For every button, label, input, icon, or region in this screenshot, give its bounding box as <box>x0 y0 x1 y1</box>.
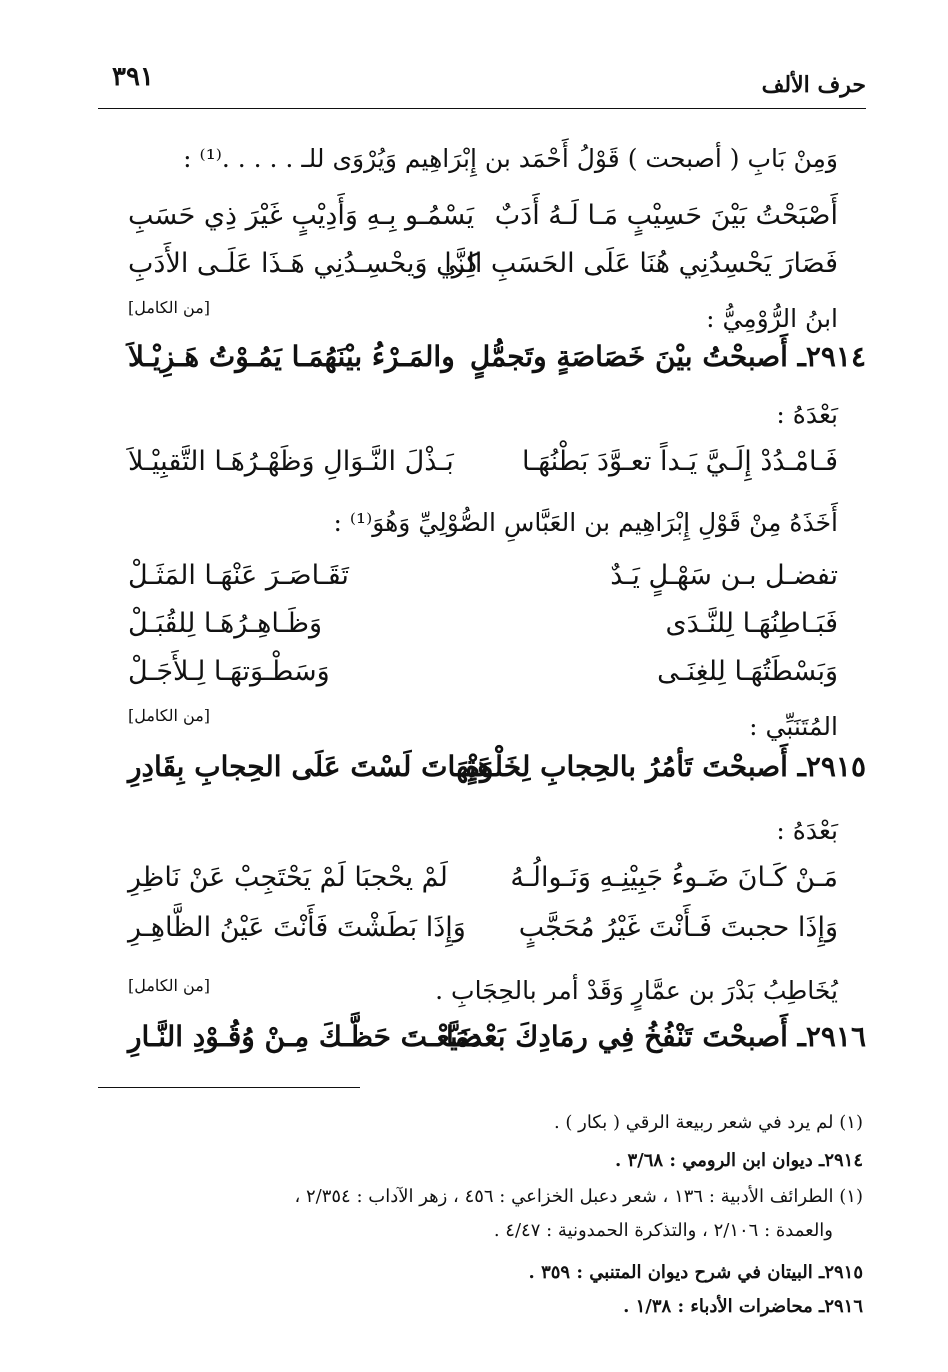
verse-second-hemistich: بَـذْلَ النَّـوَالِ وَظَهْـرُهَـا التَّقبِيْـلاَ <box>128 446 454 477</box>
verse-first-hemistich: ٢٩١٤ـ أَصبحْتُ بيْنَ خَصَاصَةٍ وتَجمُّلٍ <box>469 340 866 373</box>
after-label: بَعْدَهُ : <box>776 400 838 429</box>
footnote: ٢٩١٦ـ محاضرات الأدباء : ١/٣٨ . <box>623 1296 863 1317</box>
footnote-divider <box>98 1087 360 1088</box>
footnote: ٢٩١٥ـ البيتان في شرح ديوان المتنبي : ٣٥٩ . <box>528 1262 863 1283</box>
verse-second-hemistich: هَيْهَاتَ لَسْتَ عَلَى الحِجابِ بِقَادِرِ <box>128 750 493 783</box>
footnote: (١) لم يرد في شعر ربيعة الرقي ( بكار ) . <box>553 1112 863 1133</box>
numbered-verse-2916 <box>128 1020 866 1064</box>
verse-first-hemistich: أَصْبَحْتُ بَيْنَ حَسِيْبٍ مَـا لَـهُ أَدَبٌ <box>494 200 838 231</box>
verse-line <box>128 608 866 652</box>
verse-first-hemistich: فَبَـاطِنُهَـا لِلنَّـدَى <box>665 608 838 639</box>
numbered-verse-2914 <box>128 340 866 384</box>
verse-second-hemistich: ضَيَّعْـتَ حَظَّـكَ مِـنْ وُقُـوْدِ النَّـارِ <box>128 1020 483 1053</box>
page-number: ٣٩١ <box>112 62 154 92</box>
verse-first-hemistich: مَـنْ كَـانَ ضَـوءُ جَبِيْنِـهِ وَنَـوالُـهُ <box>510 862 838 893</box>
verse-line <box>128 912 866 956</box>
verse-first-hemistich: تفضـل بـن سَهْـلٍ يَـدٌ <box>610 560 838 591</box>
verse-first-hemistich: وَإِذَا حجبتَ فَـأَنْتَ غَيْرُ مُحَجَّبٍ <box>518 912 838 943</box>
verse-line <box>128 656 866 700</box>
verse-line <box>128 200 866 244</box>
numbered-verse-2915 <box>128 750 866 794</box>
verse-second-hemistich: يَسْمُـو بِـهِ وَأَدِيْبٍ غَيْرَ ذِي حَسَبِ <box>128 200 475 231</box>
verse-first-hemistich: ٢٩١٥ـ أَصبحْتَ تَأمُرُ بالحِجابِ لِخَلْوَةٍ <box>465 750 866 783</box>
intro-line: وَمِنْ بَابِ ( أصبحت ) قَوْلُ أَحْمَد بن إِبْرَاهِيم وَيُرْوَى للـ . . . . .⁽¹⁾ : <box>183 144 838 173</box>
after-label: بَعْدَهُ : <box>776 816 838 845</box>
verse-second-hemistich: والمَـرْءُ بيْنَهُمَـا يَمُـوْتُ هَـزِيْـلاَ <box>128 340 455 373</box>
verse-second-hemistich: لَمْ يحْجبَا لَمْ يَحْتَجِبْ عَنْ نَاظِرِ <box>128 862 448 893</box>
footnote: (١) الطرائف الأدبية : ١٣٦ ، شعر دعبل الخزاعي : ٤٥٦ ، زهر الآداب : ٢/٣٥٤ ، <box>294 1186 863 1207</box>
verse-first-hemistich: وَبَسْطَتُهَـا لِلغِنَـى <box>657 656 838 687</box>
verse-line <box>128 248 866 292</box>
verse-line <box>128 862 866 906</box>
verse-first-hemistich: فَـامْـدُدْ إِلَـيَّ يَـداً تعـوَّدَ بَطْنُهَـا <box>522 446 838 477</box>
verse-line <box>128 560 866 604</box>
verse-second-hemistich: تَقَـاصَـرَ عَنْهَـا المَثَـلْ <box>128 560 349 591</box>
verse-second-hemistich: وَسَطْـوَتهَـا لِـلأَجَـلْ <box>128 656 330 687</box>
meter-label: [من الكامل] <box>128 298 211 317</box>
footnote: ٢٩١٤ـ ديوان ابن الرومي : ٣/٦٨ . <box>614 1150 863 1171</box>
poet-name: ابنُ الرُّوْمِيُّ : <box>706 304 838 333</box>
verse-second-hemistich: وَإِذَا بَطَشْتَ فَأَنْتَ عَيْنُ الظَّاهِـرِ <box>128 912 466 943</box>
verse-first-hemistich: ٢٩١٦ـ أَصبحْتَ تَنْفُخُ فِي رمَادِكَ بَعْدمَا <box>446 1020 866 1053</box>
context-line: يُخَاطِبُ بَدْرَ بن عمَّارٍ وَقَدْ أمر بالحِجَابِ . <box>435 976 838 1005</box>
verse-first-hemistich: فَصَارَ يَحْسِدُنِي هُنَا عَلَى الحَسَبِ الزَّا <box>444 248 838 279</box>
verse-second-hemistich: وَظَـاهِـرُهَـا لِلقُبَـلْ <box>128 608 322 639</box>
meter-label: [من الكامل] <box>128 706 211 725</box>
poet-name: المُتَنَبِّي : <box>749 712 838 741</box>
header-divider <box>98 108 866 109</box>
source-line: أَخَذَهُ مِنْ قَوْلِ إِبْرَاهِيم بن العَبَّاسِ الصُّوْلِيِّ وَهُوَ⁽¹⁾ : <box>333 508 838 537</box>
footnote: والعمدة : ٢/١٠٦ ، والتذكرة الحمدونية : ٤/٤٧ . <box>493 1220 833 1241</box>
verse-line <box>128 446 866 490</box>
verse-second-hemistich: كِـي وَيحْسِـدُنِي هَـذَا عَلَـى الأَدَبِ <box>128 248 480 279</box>
meter-label: [من الكامل] <box>128 976 211 995</box>
chapter-title: حرف الألف <box>761 72 866 98</box>
